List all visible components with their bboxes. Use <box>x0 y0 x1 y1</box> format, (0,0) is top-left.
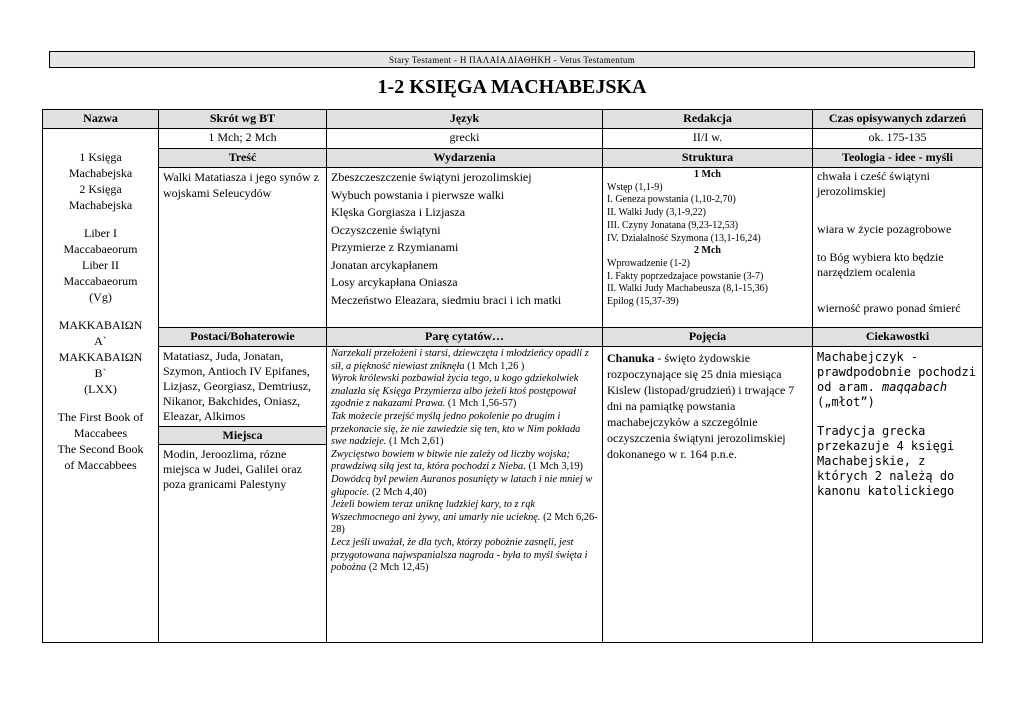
header-miejsca: Miejsca <box>159 426 326 445</box>
postaci-miejsca <box>159 347 327 643</box>
header-struktura: Struktura <box>603 149 813 168</box>
postaci-text: Matatiasz, Juda, Jonatan, Szymon, Antioch IV Epifanes, Lizjasz, Georgiasz, Demtriusz, Nikanor, Bakchides, Oniasz, Eleazar, Alkimos <box>163 349 312 423</box>
redakcja-value: II/I w. <box>603 129 813 149</box>
header-jezyk: Język <box>327 110 603 129</box>
pojecia-text: Chanuka - święto żydowskie rozpoczynające się 25 dnia miesiąca Kislew (listopad/grudzień) i trwające 7 dni na pamiątkę powstania machabejczyków a szczególnie oczyszczenia świątyni jerozolimskiej dokonanego w r. 164 p.n.e. <box>603 347 813 643</box>
header-cytaty: Parę cytatów… <box>327 328 603 347</box>
struktura-list: 1 Mch Wstęp (1,1-9) I. Geneza powstania (1,10-2,70) II. Walki Judy (3,1-9,22) III. Czyny Jonatana (9,23-12,53) IV. Działalność Szymona (13,1-16,24) 2 Mch Wprowadzenie (1-2) I. Fakty poprzedzajace powstanie (3-7) II. Walki Judy Machabeusza (8,1-15,36) Epilog (15,37-39) <box>603 168 813 328</box>
ciekawostki-text: Machabejczyk - prawdpodobnie pochodzi od aram. maqqabach („młot”) Tradycja grecka przekazuje 4 księgi Machabejskie, z których 2 należą do kanonu katolickiego <box>813 347 983 643</box>
skrot-value: 1 Mch; 2 Mch <box>159 129 327 149</box>
teologia-list: chwała i cześć świątyni jerozolimskiej wiara w życie pozagrobowe to Bóg wybiera kto będzie narzędziem ocalenia wierność prawo ponad śmierć <box>813 168 983 328</box>
series-header: Stary Testament - Η ΠΑΛΑΙΑ ΔΙΑΘΗΚΗ - Vetus Testamentum <box>49 51 975 68</box>
header-wydarzenia: Wydarzenia <box>327 149 603 168</box>
header-skrot: Skrót wg BT <box>159 110 327 129</box>
header-teologia: Teologia - idee - myśli <box>813 149 983 168</box>
header-pojecia: Pojęcia <box>603 328 813 347</box>
miejsca-text: Modin, Jeroozlima, rózne miejsca w Judei, Galilei oraz poza granicami Palestyny <box>163 447 302 491</box>
header-nazwa: Nazwa <box>43 110 159 129</box>
wydarzenia-list: Zbeszczeszczenie świątyni jerozolimskiej Wybuch powstania i pierwsze walki Klęska Gorgiasza i Lizjasza Oczyszczenie świątyni Przymierze z Rzymianami Jonatan arcykapłanem Losy arcykapłana Oniasza Meczeństwo Eleazara, siedmiu braci i ich matki <box>327 168 603 328</box>
book-names: 1 Księga Machabejska 2 Księga Machabejska Liber I Maccabaeorum Liber II Maccabaeorum (Vg) MAKKABAIΩN A` MAKKABAIΩN B` (LXX) The First Book of Maccabees The Second Book of Maccabbees <box>43 129 159 643</box>
tresc-text: Walki Matatiasza i jego synów z wojskami Seleucydów <box>159 168 327 328</box>
info-table <box>42 109 983 643</box>
cytaty-list: Narzekali przełożeni i starsi, dziewczęta i młodzieńcy opadli z sił, a piękność niewiast zniknęła (1 Mch 1,26 ) Wyrok królewski pozbawiał życia tego, u kogo gdziekolwiek znalazła się Księga Przymierza albo jeżeli ktoś postępował zgodnie z nakazami Prawa. (1 Mch 1,56-57) Tak możecie przejść myślą jedno pokolenie po drugim i przekonacie się, że nie zawiedzie się ten, kto w Nim pokłada swe nadzieje. (1 Mch 2,61) Zwycięstwo bowiem w bitwie nie zależy od liczby wojska; prawdziwą siłą jest ta, która pochodzi z Nieba. (1 Mch 3,19) Dowódcą był pewien Auranos posunięty w latach i nie mniej w głupocie. (2 Mch 4,40) Jeżeli bowiem teraz uniknę ludzkiej kary, to z rąk Wszechmocnego ani żywy, ani umarły nie ucieknę. (2 Mch 6,26-28) Lecz jeśli uważał, że dla tych, którzy pobożnie zasnęli, jest przygotowana najwspanialsza nagroda - była to myśl święta i pobożna (2 Mch 12,45) <box>327 347 603 643</box>
header-ciekawostki: Ciekawostki <box>813 328 983 347</box>
jezyk-value: grecki <box>327 129 603 149</box>
czas-value: ok. 175-135 <box>813 129 983 149</box>
header-redakcja: Redakcja <box>603 110 813 129</box>
header-czas: Czas opisywanych zdarzeń <box>813 110 983 129</box>
page-title: 1-2 KSIĘGA MACHABEJSKA <box>377 76 647 98</box>
header-tresc: Treść <box>159 149 327 168</box>
header-postaci: Postaci/Bohaterowie <box>159 328 327 347</box>
